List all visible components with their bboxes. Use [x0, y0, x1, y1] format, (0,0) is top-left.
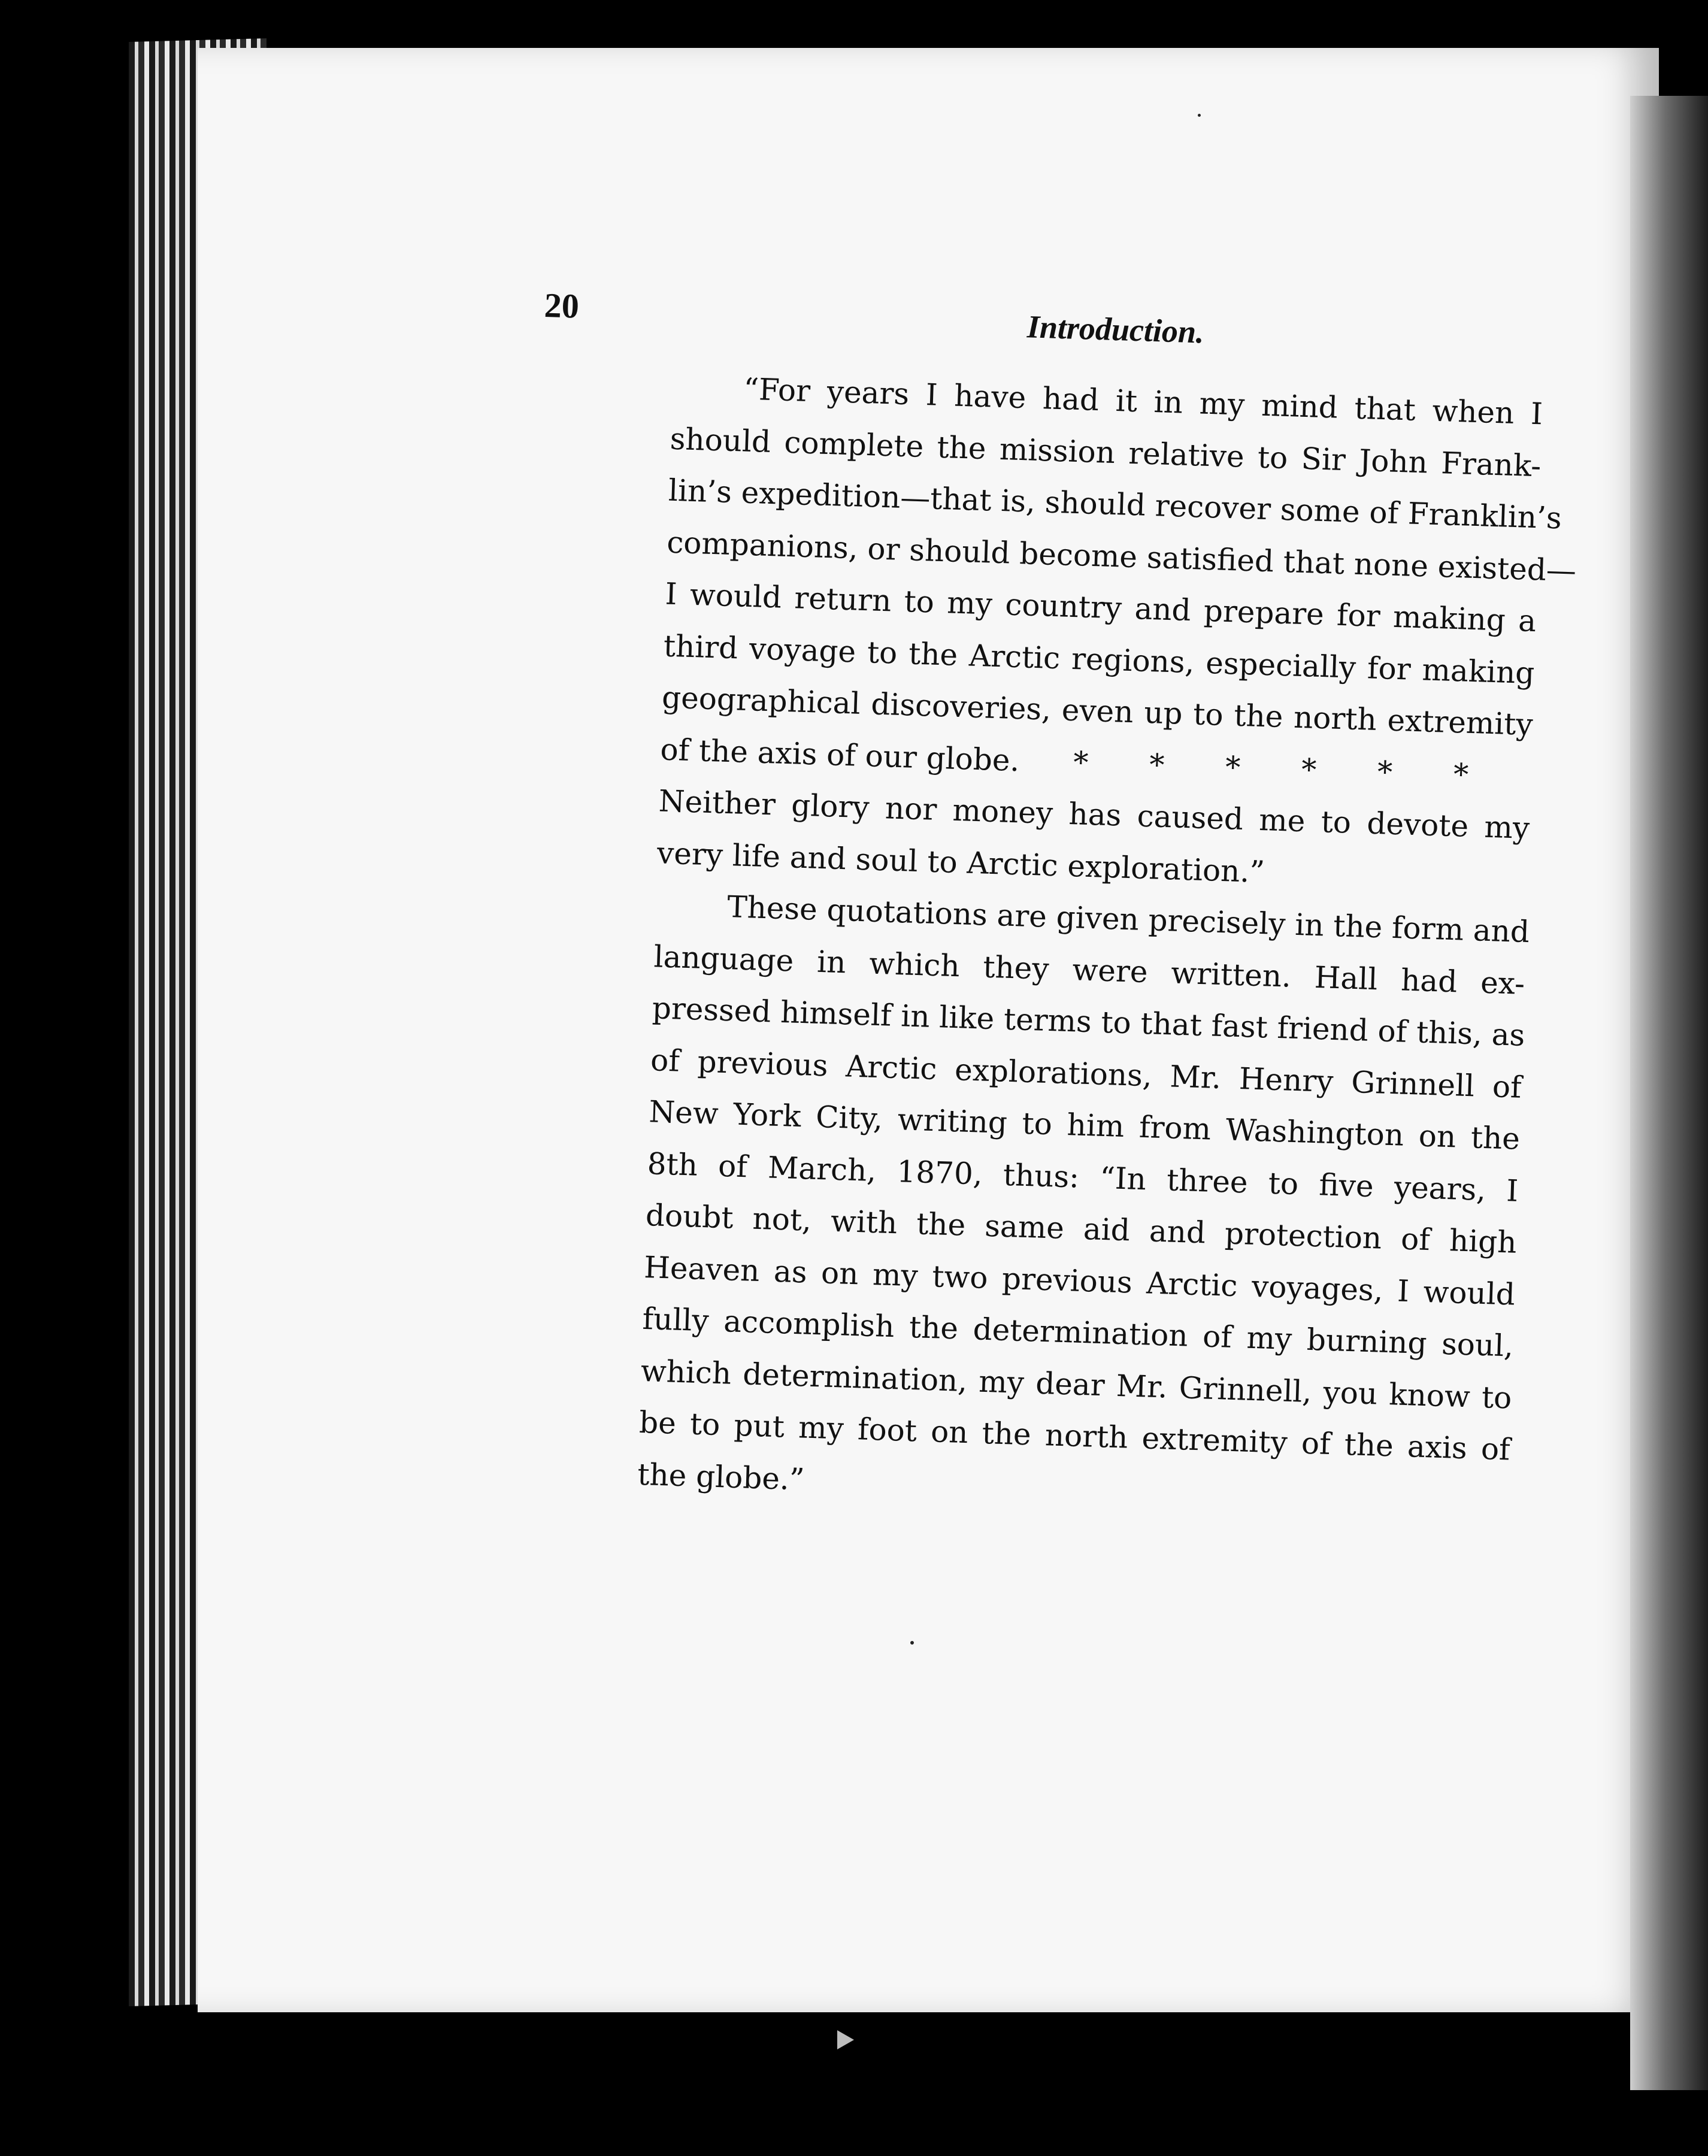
dust-speck: [1198, 114, 1201, 117]
text-line: These quotations are given precisely in the form and: [726, 889, 1530, 950]
ellipsis-stars: * * * * * *: [1073, 744, 1469, 792]
text-line: very life and soul to Arctic exploration.”: [656, 835, 1265, 889]
text-line: “For years I have had it in my mind that when I: [743, 371, 1543, 432]
arrow-icon: [837, 2030, 854, 2049]
text-line: the globe.”: [637, 1456, 805, 1497]
text-line: 8th of March, 1870, thus: “In three to five years, I: [646, 1146, 1519, 1209]
text-line: of previous Arctic explorations, Mr. Henry Grinnell of: [650, 1042, 1522, 1105]
text-line: language in which they were written. Hall had ex-: [653, 938, 1525, 1001]
text-line: I would return to my country and prepare for making a: [664, 576, 1537, 639]
text-line: doubt not, with the same aid and protection of high: [645, 1198, 1518, 1260]
page-number: 20: [543, 285, 580, 326]
commentary-paragraph: [637, 879, 1530, 1527]
text-line: Heaven as on my two previous Arctic voyages, I would: [643, 1249, 1516, 1312]
text-line: which determination, my dear Mr. Grinnell, you know to: [640, 1353, 1513, 1416]
text-line: lin’s expedition—that is, should recover some of Franklin’s: [668, 473, 1562, 536]
text-line: Neither glory nor money has caused me to devote my: [658, 783, 1531, 846]
text-line: be to put my foot on the north extremity of the axis of: [638, 1404, 1511, 1467]
dust-speck: [910, 1641, 914, 1645]
text-line: of the axis of our globe.: [659, 731, 1020, 778]
running-head: Introduction.: [1026, 308, 1205, 350]
text-line: New York City, writing to him from Washington on the: [648, 1094, 1521, 1156]
text-line: geographical discoveries, even up to the north extremity: [661, 680, 1534, 743]
text-line: companions, or should become satisfied that none existed—: [666, 525, 1577, 588]
text-line: should complete the mission relative to Sir John Frank-: [670, 421, 1542, 483]
text-line: pressed himself in like terms to that fast friend of this, as: [652, 991, 1526, 1053]
body-text: [637, 361, 1577, 1528]
quotation-paragraph: [656, 361, 1577, 906]
text-line: third voyage to the Arctic regions, especially for making: [663, 628, 1536, 691]
text-line: fully accomplish the determination of my burning soul,: [641, 1301, 1514, 1364]
